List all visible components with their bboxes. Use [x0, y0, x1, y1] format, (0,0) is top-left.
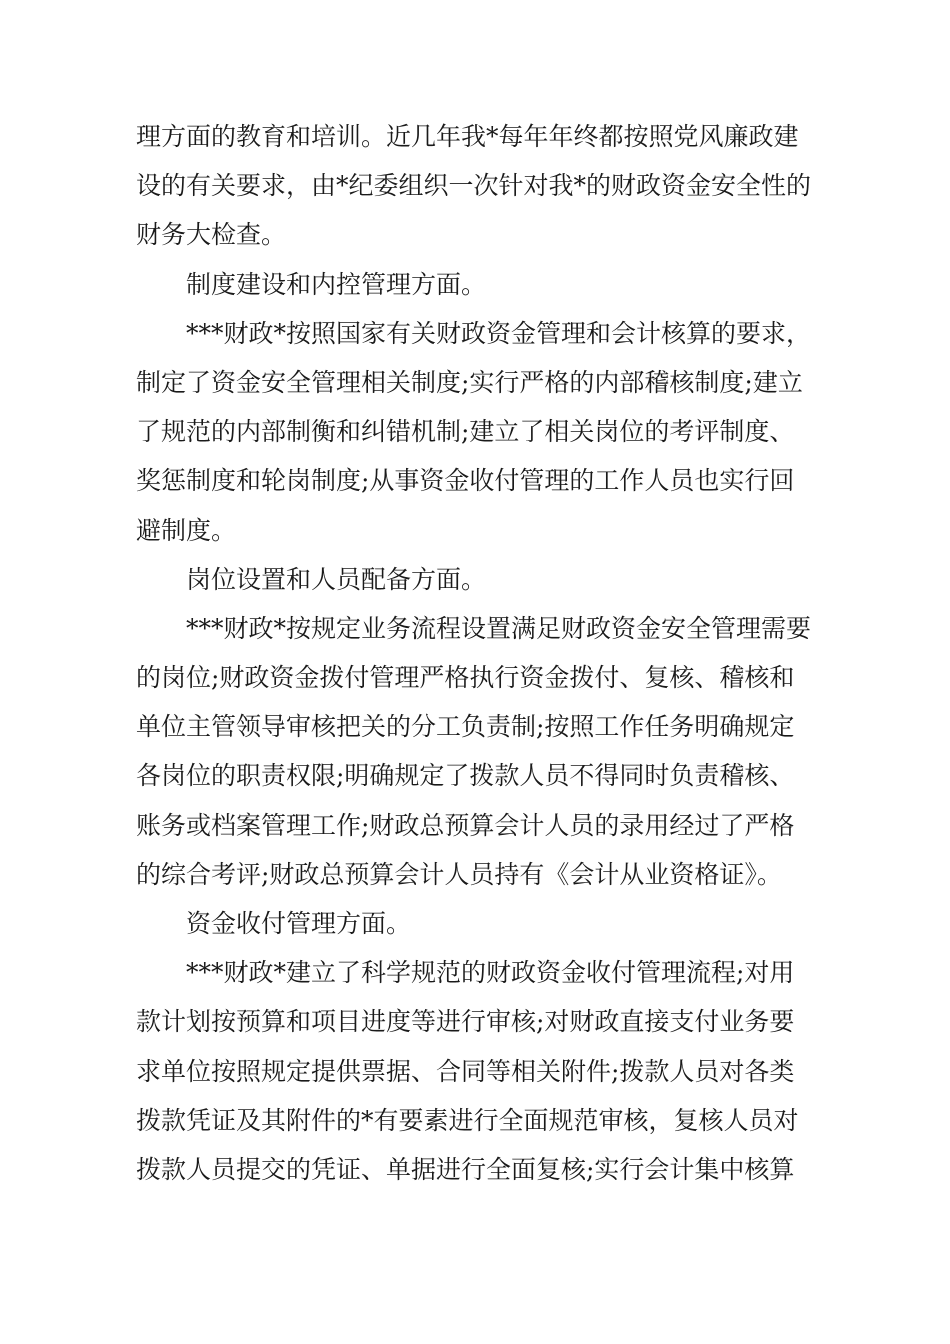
text-line: ***财政*建立了科学规范的财政资金收付管理流程;对用 [186, 958, 795, 988]
text-line: 单位主管领导审核把关的分工负责制;按照工作任务明确规定 [136, 712, 795, 742]
text-line: 各岗位的职责权限;明确规定了拨款人员不得同时负责稽核、 [136, 761, 795, 791]
section-heading: 制度建设和内控管理方面。 [186, 269, 487, 299]
text-line: 了规范的内部制衡和纠错机制;建立了相关岗位的考评制度、 [136, 417, 795, 447]
document-body [136, 112, 836, 1194]
text-line: 求单位按照规定提供票据、合同等相关附件;拨款人员对各类 [136, 1056, 795, 1086]
text-line: ***财政*按规定业务流程设置满足财政资金安全管理需要 [186, 613, 812, 643]
text-line: 的岗位;财政资金拨付管理严格执行资金拨付、复核、稽核和 [136, 663, 795, 693]
text-line: 制定了资金安全管理相关制度;实行严格的内部稽核制度;建立 [136, 367, 803, 397]
text-line: 的综合考评;财政总预算会计人员持有《会计从业资格证》。 [136, 859, 782, 889]
text-line: 拨款人员提交的凭证、单据进行全面复核;实行会计集中核算 [136, 1154, 795, 1184]
text-line: 款计划按预算和项目进度等进行审核;对财政直接支付业务要 [136, 1007, 795, 1037]
text-line: 避制度。 [136, 515, 237, 545]
text-line: 拨款凭证及其附件的*有要素进行全面规范审核，复核人员对 [136, 1105, 799, 1135]
section-heading: 资金收付管理方面。 [186, 909, 412, 938]
text-line: 奖惩制度和轮岗制度;从事资金收付管理的工作人员也实行回 [136, 466, 795, 496]
text-line: 设的有关要求，由*纪委组织一次针对我*的财政资金安全性的 [136, 171, 812, 201]
text-line: 财务大检查。 [136, 220, 287, 250]
text-line: 理方面的教育和培训。近几年我*每年年终都按照党风廉政建 [136, 122, 799, 151]
text-line: 账务或档案管理工作;财政总预算会计人员的录用经过了严格 [136, 810, 795, 840]
text-line: ***财政*按照国家有关财政资金管理和会计核算的要求， [186, 318, 812, 348]
section-heading: 岗位设置和人员配备方面。 [186, 564, 487, 594]
